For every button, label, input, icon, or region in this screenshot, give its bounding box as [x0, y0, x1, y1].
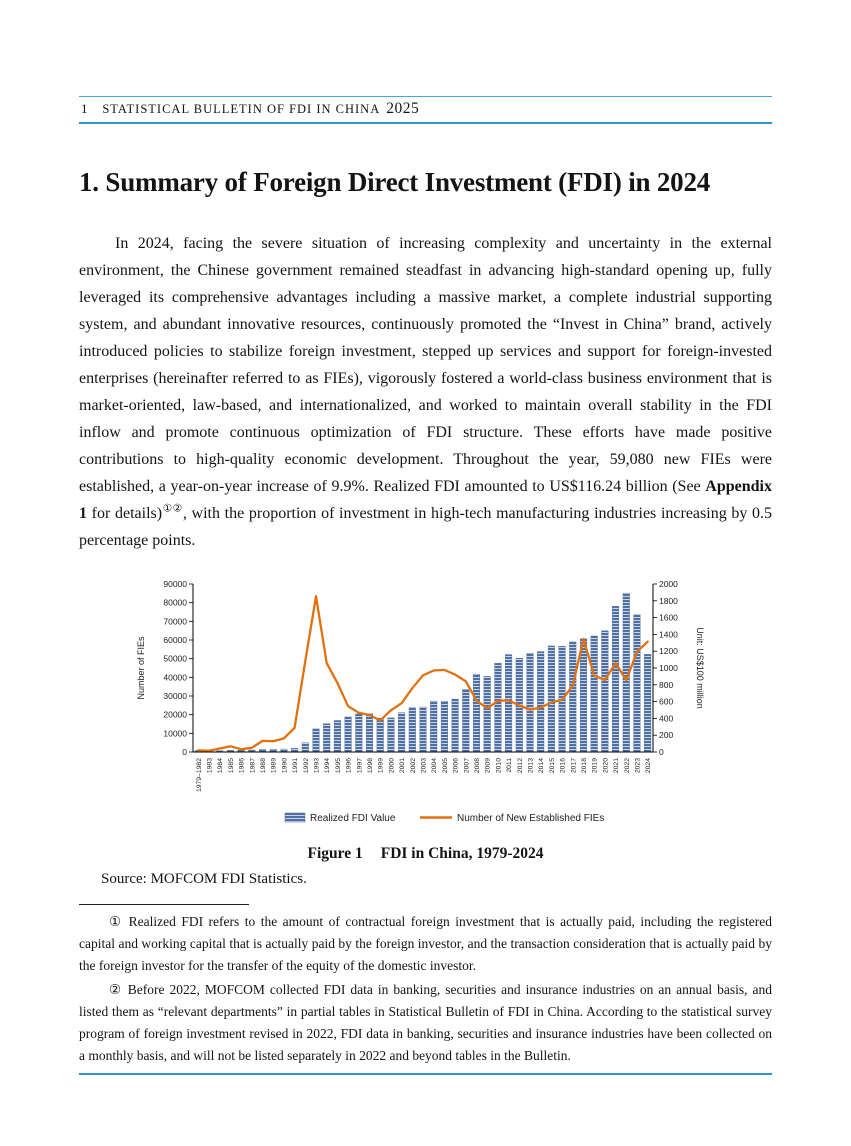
svg-text:40000: 40000: [163, 672, 187, 683]
section-heading: 1. Summary of Foreign Direct Investment (FDI) in 2024: [79, 167, 711, 197]
fdi-chart: [133, 570, 718, 837]
svg-text:2010: 2010: [495, 757, 503, 773]
svg-text:2020: 2020: [602, 757, 610, 773]
x-axis-labels: [196, 758, 652, 792]
svg-text:1400: 1400: [659, 629, 678, 640]
footnotes: [79, 911, 772, 1067]
svg-text:2007: 2007: [463, 757, 471, 773]
svg-text:1200: 1200: [659, 645, 678, 656]
svg-text:1600: 1600: [659, 612, 678, 623]
running-header: [79, 97, 772, 122]
svg-text:2004: 2004: [431, 757, 439, 773]
svg-text:2022: 2022: [623, 757, 631, 773]
svg-text:1997: 1997: [356, 757, 364, 773]
svg-text:1999: 1999: [377, 757, 385, 773]
svg-text:1992: 1992: [302, 757, 310, 773]
svg-text:0: 0: [659, 746, 664, 757]
svg-text:2013: 2013: [527, 757, 535, 773]
svg-text:1991: 1991: [292, 757, 300, 773]
footnote-separator: [79, 904, 249, 905]
chart-svg: [133, 570, 718, 832]
svg-text:2008: 2008: [474, 757, 481, 773]
footnote-1: ① Realized FDI refers to the amount of contractual foreign investment that is actually paid, including the registered capital and working capital that is actually paid by the foreign investor, and the transaction consideration that is actually paid by the foreign investor for the transfer of the equity of the domestic investor.: [79, 913, 772, 973]
body-text: In 2024, facing the severe situation of increasing complexity and uncertainty in the external environment, the Chinese government remained steadfast in advancing high-standard opening up, fully leveraged its comprehensive advantages including a massive market, a complete industrial supporting system, and abundant innovative resources, continuously promoted the “Invest in China” brand, actively introduced policies to stabilize foreign investment, stepped up services and support for foreign-invested enterprises (hereinafter referred to as FIEs), vigorously fostered a world-class business environment that is market-oriented, law-based, and internationalized, and worked to maintain overall stability in the FDI inflow and promote continuous optimization of FDI structure. These efforts have made positive contributions to high-quality economic development. Throughout the year, 59,080 new FIEs were established, a year-on-year increase of 9.9%. Realized FDI amounted to US$116.24 billion (See: [79, 234, 772, 495]
footnote-ref-markers: ①②: [162, 503, 183, 515]
svg-text:2005: 2005: [441, 757, 449, 773]
svg-text:1800: 1800: [659, 595, 678, 606]
svg-text:2019: 2019: [591, 757, 599, 773]
left-axis-title: Number of FIEs: [136, 636, 146, 700]
svg-text:30000: 30000: [163, 690, 187, 701]
svg-text:1998: 1998: [367, 757, 374, 773]
svg-text:1986: 1986: [238, 757, 246, 773]
bar-series: [195, 593, 651, 752]
svg-text:60000: 60000: [163, 634, 187, 645]
footer-rule: [79, 1073, 772, 1075]
svg-text:1990: 1990: [281, 757, 289, 773]
body-paragraph: [79, 230, 772, 554]
svg-text:2014: 2014: [538, 757, 546, 773]
header-title: STATISTICAL BULLETIN OF FDI IN CHINA: [102, 102, 381, 116]
svg-text:200: 200: [659, 729, 674, 740]
svg-text:1987: 1987: [249, 757, 257, 773]
footnote-2: ② Before 2022, MOFCOM collected FDI data in banking, securities and insurance industries on an annual basis, and listed them as “relevant departments” in partial tables in Statistical Bulletin of FDI in China. According to the statistical survey program of foreign investment revised in 2022, FDI data in banking, securities and insurance industries have been collected on a monthly basis, and will not be listed separately in 2022 and beyond tables in the Bulletin.: [79, 981, 772, 1063]
svg-text:90000: 90000: [163, 578, 187, 589]
svg-text:2003: 2003: [420, 757, 428, 773]
svg-text:2009: 2009: [484, 757, 492, 773]
svg-text:2000: 2000: [388, 757, 396, 773]
svg-text:800: 800: [659, 679, 674, 690]
svg-text:70000: 70000: [163, 616, 187, 627]
left-axis-ticks: [163, 579, 193, 757]
svg-text:50000: 50000: [163, 653, 187, 664]
svg-text:400: 400: [659, 713, 674, 724]
svg-text:2006: 2006: [452, 757, 460, 773]
svg-text:2001: 2001: [399, 757, 407, 773]
svg-text:1994: 1994: [324, 757, 332, 773]
right-axis-ticks: [653, 579, 678, 757]
svg-text:1979–1982: 1979–1982: [195, 757, 203, 792]
svg-text:1984: 1984: [217, 757, 225, 773]
svg-text:80000: 80000: [163, 597, 187, 608]
chart-legend: [285, 813, 604, 824]
svg-text:Number of New Established FIEs: Number of New Established FIEs: [457, 812, 605, 824]
figure-caption-label: Figure 1: [307, 844, 363, 862]
svg-text:2011: 2011: [506, 757, 514, 773]
appendix-reference: Appendix 1: [79, 477, 772, 522]
svg-text:2015: 2015: [548, 757, 556, 773]
svg-text:2024: 2024: [645, 757, 653, 773]
svg-text:2002: 2002: [409, 757, 417, 773]
svg-text:1996: 1996: [345, 757, 353, 773]
source-note: Source: MOFCOM FDI Statistics.: [101, 870, 307, 887]
body-text: , with the proportion of investment in high-tech manufacturing industries increasing by 0.5 percentage points.: [79, 504, 773, 549]
figure-caption: [79, 845, 772, 863]
body-text: for details): [87, 504, 163, 522]
svg-text:2016: 2016: [559, 757, 567, 773]
svg-text:2021: 2021: [613, 757, 621, 773]
svg-text:1988: 1988: [260, 757, 267, 773]
fdi-figure: [79, 570, 772, 863]
svg-text:600: 600: [659, 696, 674, 707]
svg-text:1989: 1989: [270, 757, 278, 773]
svg-text:20000: 20000: [163, 709, 187, 720]
svg-text:2012: 2012: [516, 757, 524, 773]
page-number: 1: [81, 101, 89, 116]
svg-text:Realized FDI Value: Realized FDI Value: [310, 812, 396, 824]
header-rule-bottom: [79, 122, 772, 124]
svg-text:1995: 1995: [334, 757, 342, 773]
svg-text:2018: 2018: [581, 757, 588, 773]
figure-caption-title: FDI in China, 1979-2024: [380, 844, 544, 862]
svg-text:2023: 2023: [634, 757, 642, 773]
svg-text:1985: 1985: [227, 757, 235, 773]
svg-text:0: 0: [182, 746, 187, 757]
right-axis-title: Unit: US$100 million: [695, 626, 705, 709]
svg-text:1983: 1983: [206, 757, 214, 773]
header-year: 2025: [386, 100, 420, 117]
svg-text:1000: 1000: [659, 662, 678, 673]
svg-text:2017: 2017: [570, 757, 578, 773]
svg-text:2000: 2000: [659, 578, 678, 589]
svg-text:1993: 1993: [313, 757, 321, 773]
svg-text:10000: 10000: [163, 728, 187, 739]
